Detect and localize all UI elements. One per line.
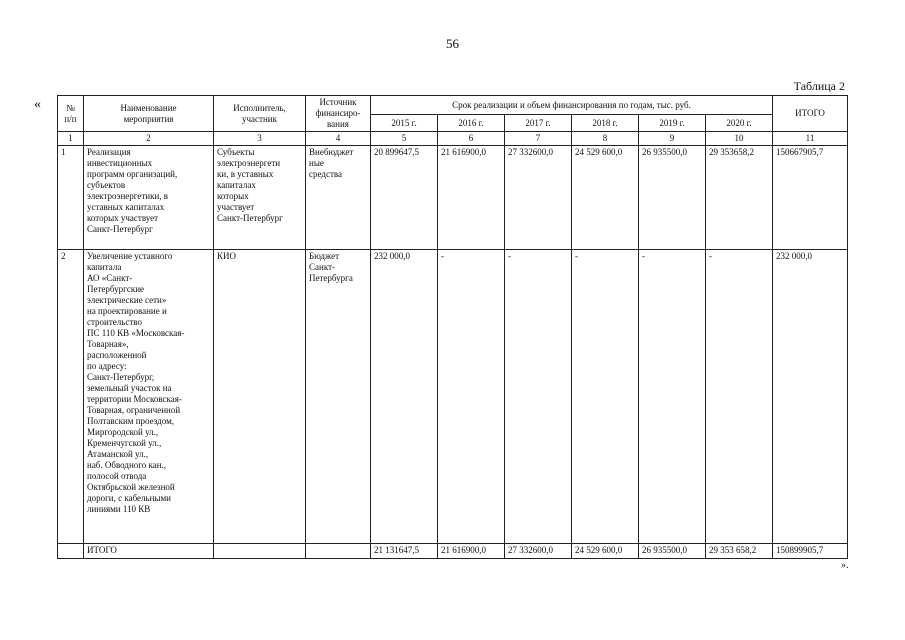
- row-source: Бюджет Санкт- Петербурга: [306, 250, 371, 544]
- row-num: 1: [58, 146, 84, 250]
- row-value: 27 332600,0: [505, 146, 572, 250]
- header-year: 2020 г.: [706, 115, 773, 132]
- column-number: 9: [639, 132, 706, 146]
- totals-source-empty: [306, 544, 371, 559]
- header-year: 2018 г.: [572, 115, 639, 132]
- financing-table: [57, 95, 848, 559]
- table-caption: Таблица 2: [793, 79, 845, 93]
- row-value: -: [572, 250, 639, 544]
- row-value: -: [706, 250, 773, 544]
- header-executor: Исполнитель, участник: [214, 96, 306, 132]
- column-number: 11: [773, 132, 848, 146]
- row-total: 232 000,0: [773, 250, 848, 544]
- column-number: 5: [371, 132, 438, 146]
- totals-executor-empty: [214, 544, 306, 559]
- row-value: 26 935500,0: [639, 146, 706, 250]
- totals-value: 21 131647,5: [371, 544, 438, 559]
- header-year: 2015 г.: [371, 115, 438, 132]
- row-name: Увеличение уставного капитала АО «Санкт- Петербургские электрические сети» на проектирование и строительство ПС 110 КВ «Московская- Товарная», расположенной по адресу: Санкт-Петербург, земельный участок на территории Московская- Товарная, ограниченной Полтавским проездом, Миргородской ул., Кременчугской ул., Атаманской ул., наб. Обводного кан., полосой отвода Октябрьской железной дороги, с кабельными линиями 110 КВ: [84, 250, 214, 544]
- column-number: 10: [706, 132, 773, 146]
- totals-value: 26 935500,0: [639, 544, 706, 559]
- row-value: 29 353658,2: [706, 146, 773, 250]
- closing-quote: ».: [841, 560, 849, 571]
- table-row: [58, 250, 848, 544]
- header-source: Источник финансиро- вания: [306, 96, 371, 132]
- row-value: -: [639, 250, 706, 544]
- column-number: 2: [84, 132, 214, 146]
- header-year: 2016 г.: [438, 115, 505, 132]
- totals-value: 24 529 600,0: [572, 544, 639, 559]
- row-executor: Субъекты электроэнергети ки, в уставных капиталах которых участвует Санкт-Петербург: [214, 146, 306, 250]
- row-value: 24 529 600,0: [572, 146, 639, 250]
- column-number: 6: [438, 132, 505, 146]
- row-total: 150667905,7: [773, 146, 848, 250]
- table-row: [58, 146, 848, 250]
- column-numbers-row: [58, 132, 848, 146]
- column-number: 7: [505, 132, 572, 146]
- row-value: -: [505, 250, 572, 544]
- row-value: 232 000,0: [371, 250, 438, 544]
- totals-row: [58, 544, 848, 559]
- header-total: ИТОГО: [773, 96, 848, 132]
- opening-quote: «: [34, 97, 41, 112]
- header-period: Срок реализации и объем финансирования по годам, тыс. руб.: [371, 96, 773, 115]
- column-number: 1: [58, 132, 84, 146]
- row-executor: КИО: [214, 250, 306, 544]
- header-row-top: [58, 96, 848, 115]
- column-number: 3: [214, 132, 306, 146]
- totals-num-empty: [58, 544, 84, 559]
- totals-label: ИТОГО: [84, 544, 214, 559]
- row-source: Внебюджет ные средства: [306, 146, 371, 250]
- column-number: 8: [572, 132, 639, 146]
- totals-value: 21 616900,0: [438, 544, 505, 559]
- header-year: 2017 г.: [505, 115, 572, 132]
- row-name: Реализация инвестиционных программ организаций, субъектов электроэнергетики, в уставных капиталах которых участвует Санкт-Петербург: [84, 146, 214, 250]
- totals-value: 29 353 658,2: [706, 544, 773, 559]
- header-name: Наименование мероприятия: [84, 96, 214, 132]
- row-value: 20 899647,5: [371, 146, 438, 250]
- totals-value: 27 332600,0: [505, 544, 572, 559]
- row-value: 21 616900,0: [438, 146, 505, 250]
- header-num: № п/п: [58, 96, 84, 132]
- row-value: -: [438, 250, 505, 544]
- page-number: 56: [446, 36, 459, 51]
- totals-grand-total: 150899905,7: [773, 544, 848, 559]
- header-year: 2019 г.: [639, 115, 706, 132]
- row-num: 2: [58, 250, 84, 544]
- column-number: 4: [306, 132, 371, 146]
